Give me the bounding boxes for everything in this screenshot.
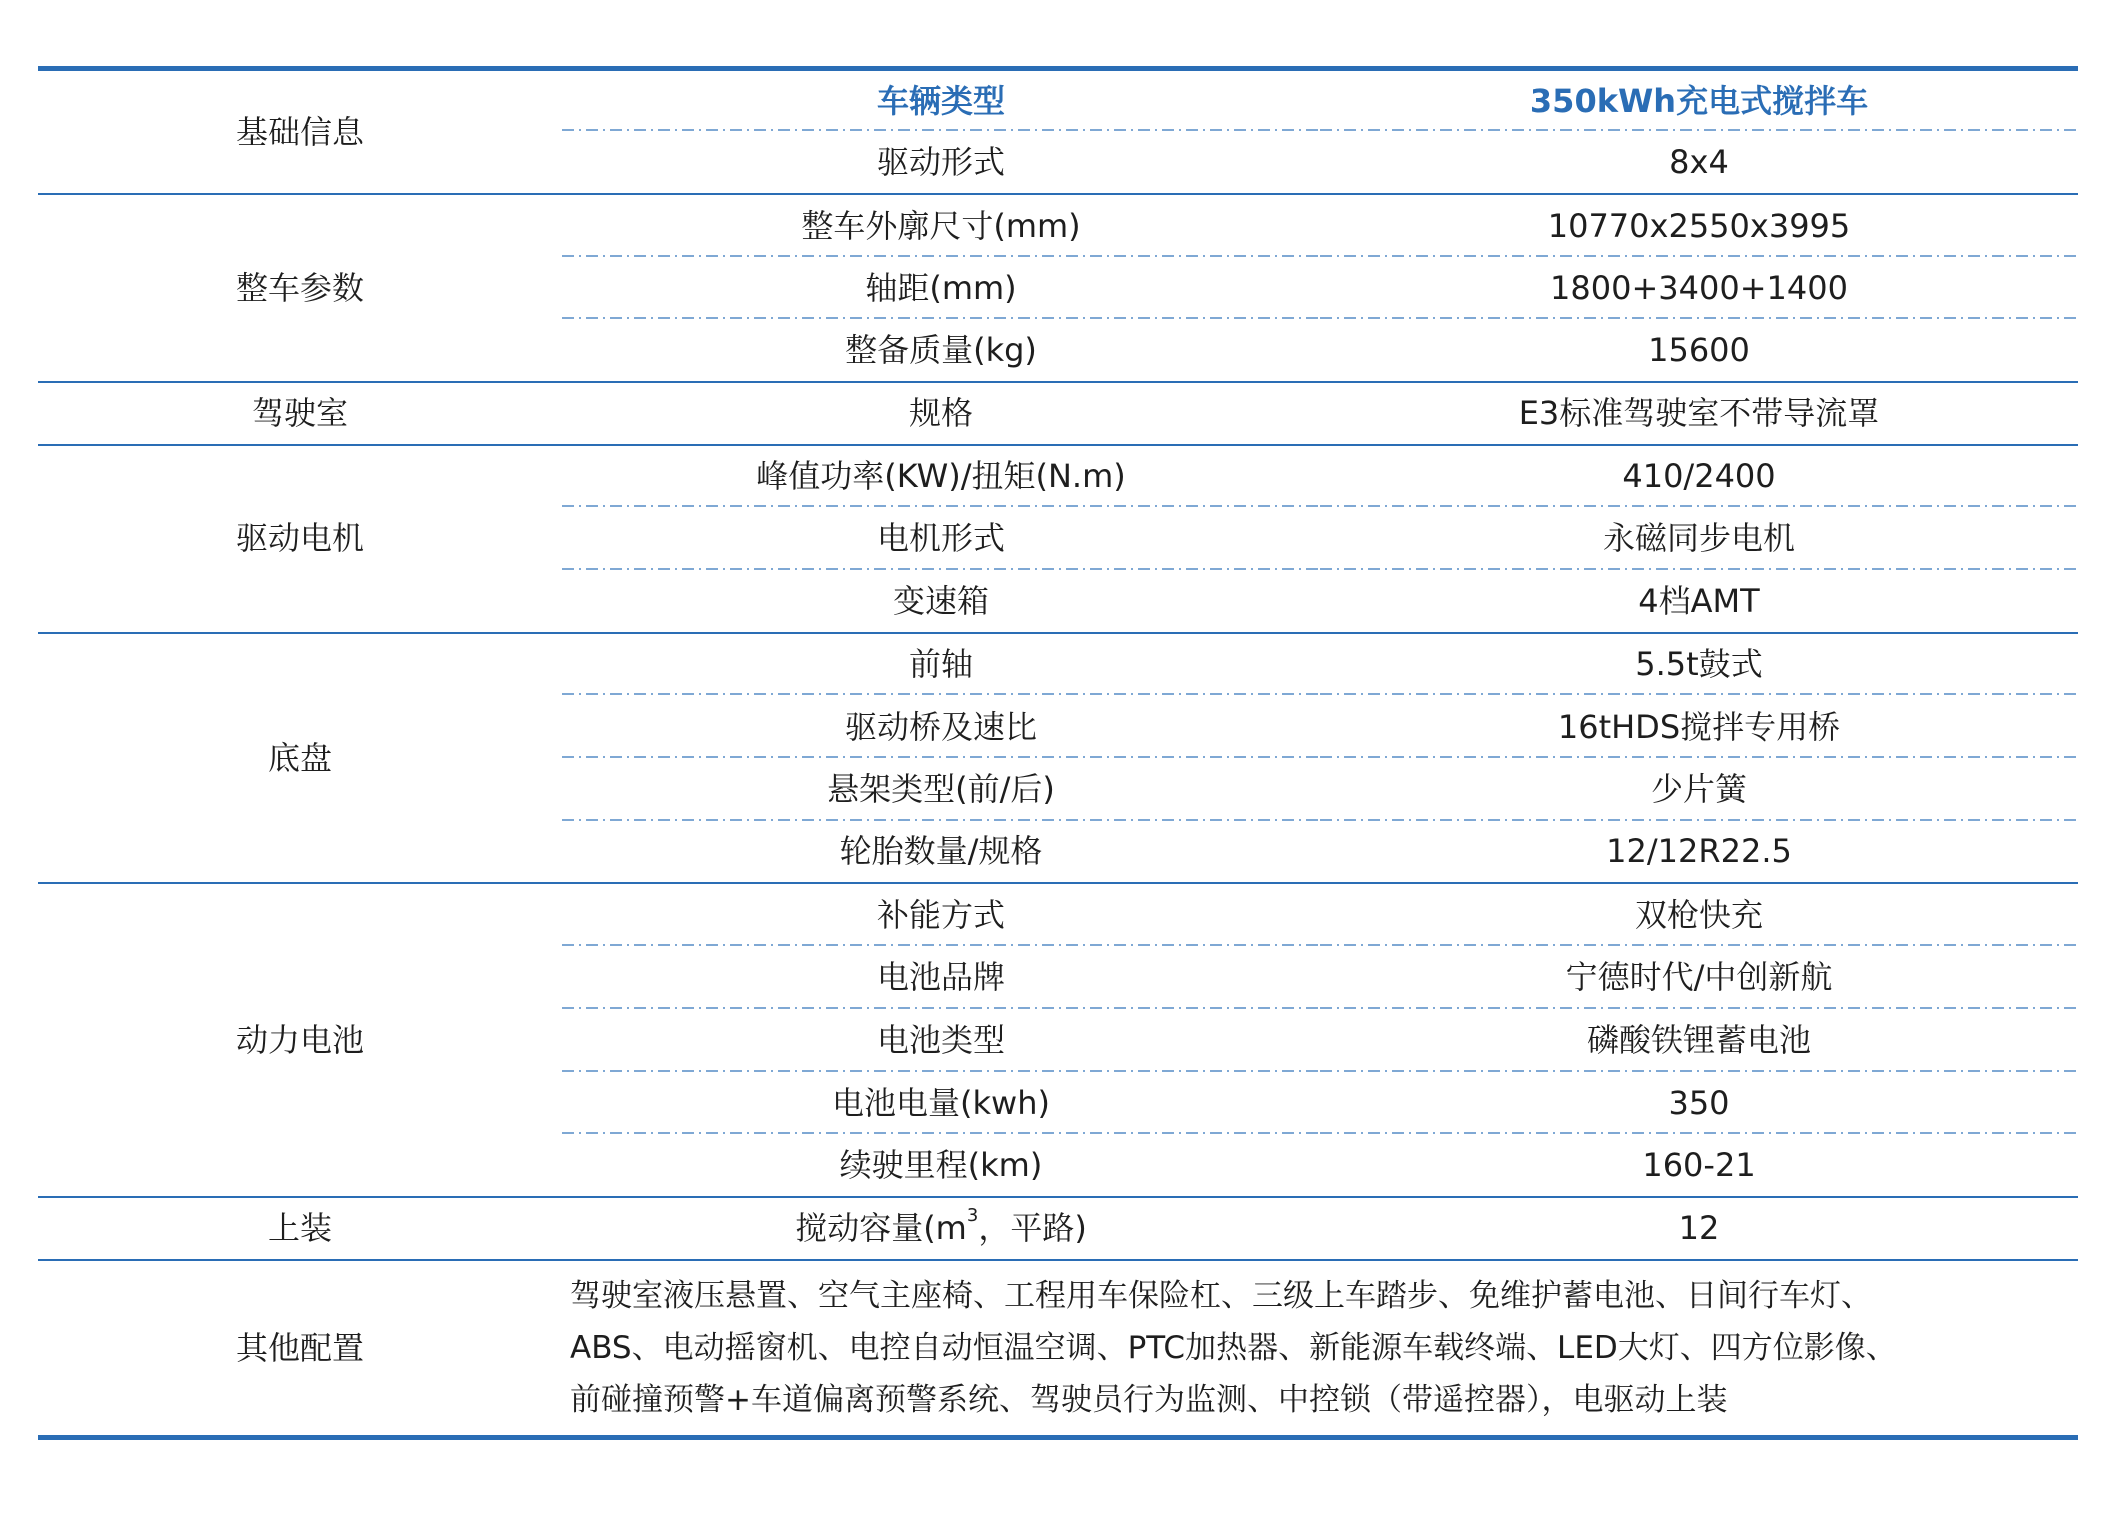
attribute-cell: 悬架类型(前/后) — [562, 758, 1320, 821]
value-cell: 12 — [1320, 1197, 2078, 1260]
value-cell: 8x4 — [1669, 142, 1729, 181]
category-cell: 驾驶室 — [38, 382, 562, 445]
value-cell: 350 — [1320, 1072, 2078, 1135]
category-cell: 上装 — [38, 1197, 562, 1260]
table-row — [38, 1260, 2078, 1438]
attribute-cell: 电池电量(kwh) — [562, 1072, 1320, 1135]
section-chassis — [38, 633, 2078, 884]
value-cell: 16tHDS搅拌专用桥 — [1320, 695, 2078, 758]
category-cell: 底盘 — [38, 633, 562, 884]
attribute-cell: 轴距(mm) — [562, 257, 1320, 320]
category-cell: 其他配置 — [38, 1260, 562, 1438]
section-drive-motor — [38, 445, 2078, 633]
attribute-cell: 续驶里程(km) — [839, 1145, 1043, 1184]
value-cell: 永磁同步电机 — [1320, 507, 2078, 570]
value-cell: 磷酸铁锂蓄电池 — [1320, 1009, 2078, 1072]
table-row — [38, 1197, 2078, 1260]
category-cell: 动力电池 — [38, 883, 562, 1196]
section-other-config — [38, 1260, 2078, 1438]
attribute-cell: 电机形式 — [562, 507, 1320, 570]
config-line: 驾驶室液压悬置、空气主座椅、工程用车保险杠、三级上车踏步、免维护蓄电池、日间行车灯、 — [570, 1277, 1872, 1314]
category-cell: 基础信息 — [235, 112, 364, 151]
config-line: 前碰撞预警+车道偏离预警系统、驾驶员行为监测、中控锁（带遥控器），电驱动上装 — [570, 1381, 1728, 1418]
value-cell: 1800+3400+1400 — [1320, 257, 2078, 320]
table-header-row — [38, 69, 2078, 132]
header-value: 350kWh充电式搅拌车 — [1320, 69, 2078, 132]
section-basic-info — [38, 69, 2078, 194]
attribute-cell: 整车外廓尺寸(mm) — [562, 194, 1320, 257]
value-cell: 5.5t鼓式 — [1320, 633, 2078, 696]
attribute-cell: 规格 — [562, 382, 1320, 445]
attribute-cell: 补能方式 — [562, 883, 1320, 946]
spec-table — [38, 66, 2078, 1440]
value-cell: 双枪快充 — [1320, 883, 2078, 946]
value-cell: 10770x2550x3995 — [1320, 194, 2078, 257]
attribute-cell: 整备质量(kg) — [845, 330, 1037, 369]
category-cell: 驱动电机 — [38, 445, 562, 633]
attribute-cell: 电池品牌 — [562, 946, 1320, 1009]
table-row — [38, 382, 2078, 445]
value-cell: 宁德时代/中创新航 — [1320, 946, 2078, 1009]
attribute-cell — [562, 1197, 1320, 1260]
superscript-3: 3 — [966, 1205, 979, 1227]
section-power-battery — [38, 883, 2078, 1196]
table-row — [38, 633, 2078, 696]
value-cell: E3标准驾驶室不带导流罩 — [1320, 382, 2078, 445]
other-config-text — [562, 1260, 2078, 1438]
value-cell: 12/12R22.5 — [1606, 832, 1792, 871]
header-attribute: 车辆类型 — [562, 69, 1320, 132]
value-cell: 410/2400 — [1320, 445, 2078, 508]
value-cell: 少片簧 — [1320, 758, 2078, 821]
section-vehicle-params — [38, 194, 2078, 382]
section-cab — [38, 382, 2078, 445]
category-cell: 整车参数 — [38, 194, 562, 382]
value-cell: 15600 — [1648, 330, 1750, 369]
attribute-cell: 峰值功率(KW)/扭矩(N.m) — [562, 445, 1320, 508]
attribute-prefix: 搅动容量(m — [795, 1209, 967, 1248]
attribute-cell: 前轴 — [562, 633, 1320, 696]
attribute-cell: 驱动形式 — [876, 142, 1005, 181]
table-row — [38, 194, 2078, 257]
table-row — [38, 445, 2078, 508]
attribute-suffix: ，平路) — [978, 1209, 1087, 1248]
attribute-cell: 轮胎数量/规格 — [839, 832, 1043, 871]
attribute-cell: 驱动桥及速比 — [562, 695, 1320, 758]
value-cell: 4档AMT — [1638, 581, 1760, 620]
attribute-cell: 变速箱 — [892, 581, 989, 620]
attribute-cell: 电池类型 — [562, 1009, 1320, 1072]
table-row — [38, 883, 2078, 946]
config-line: ABS、电动摇窗机、电控自动恒温空调、PTC加热器、新能源车载终端、LED大灯、四方位影像、 — [570, 1329, 1897, 1366]
section-body — [38, 1197, 2078, 1260]
value-cell: 160-21 — [1642, 1145, 1756, 1184]
